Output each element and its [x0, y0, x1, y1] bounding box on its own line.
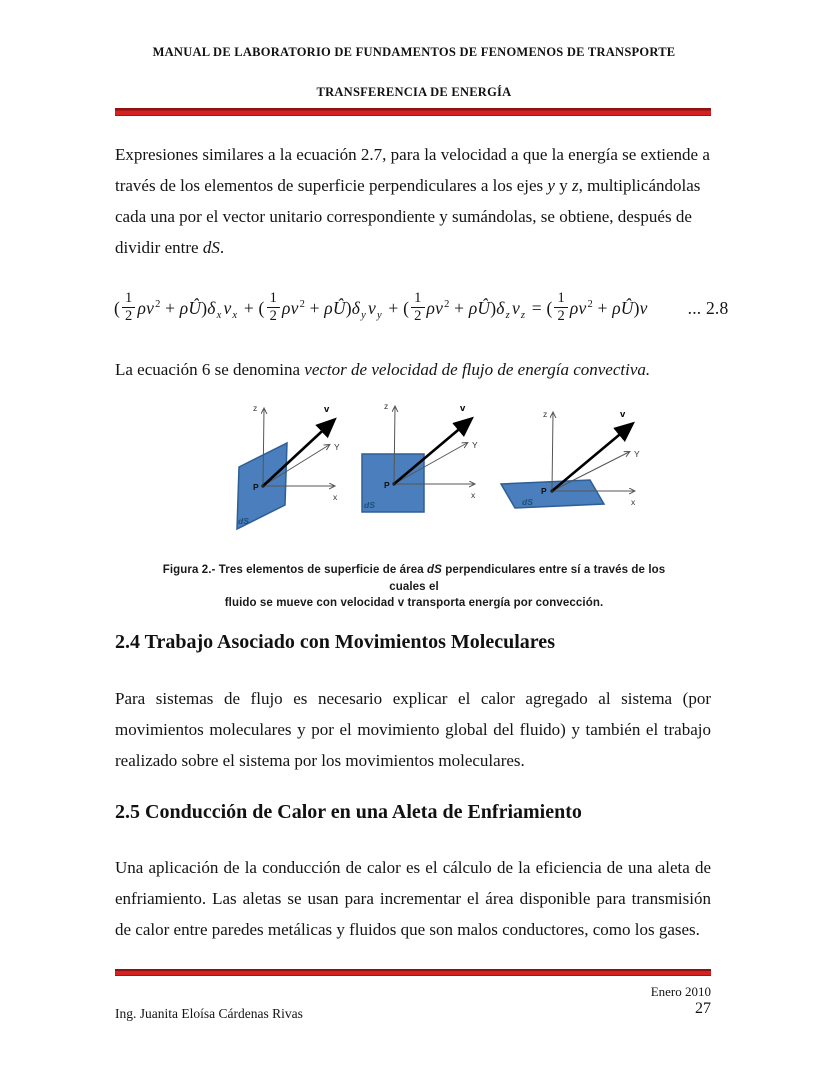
header-divider — [115, 108, 711, 116]
x-axis-label: x — [631, 497, 636, 507]
velocity-vector — [394, 420, 470, 484]
point-p-dot — [550, 489, 553, 492]
figure-2 — [222, 393, 664, 558]
diagram-plane-perpendicular-x — [354, 393, 496, 558]
section-2-4-paragraph: Para sistemas de flujo es necesario explicar el calor agregado al sistema (por movimientos moleculares y por el movimiento global del fluido) y también el trabajo realizado sobre el sistema por los movimientos moleculares. — [115, 689, 711, 770]
ds-label: dS — [238, 516, 249, 526]
section-2-4-heading: 2.4 Trabajo Asociado con Movimientos Moleculares — [115, 631, 555, 653]
point-p-label: P — [253, 482, 259, 492]
section-2-5-heading: 2.5 Conducción de Calor en una Aleta de Enfriamiento — [115, 801, 582, 823]
z-axis-label: z — [384, 401, 389, 411]
document-title: MANUAL DE LABORATORIO DE FUNDAMENTOS DE FENOMENOS DE TRANSPORTE — [152, 45, 676, 59]
footer-date: Enero 2010 — [650, 984, 711, 999]
z-axis-label: z — [543, 409, 548, 419]
velocity-label: v — [620, 409, 626, 420]
ds-label: dS — [364, 500, 375, 510]
equation-description-line: La ecuación 6 se denomina vector de velocidad de flujo de energía convectiva. — [115, 360, 651, 379]
page-number: 27 — [695, 1000, 711, 1017]
figure-2-caption: Figura 2.- Tres elementos de superficie de área dS perpendiculares entre sí a través de los cuales el fluido se mueve con velocidad v transporta energía por convección. — [162, 564, 666, 609]
diagram-plane-perpendicular-z — [496, 393, 664, 558]
point-p-dot — [261, 484, 264, 487]
point-p-dot — [392, 482, 395, 485]
z-axis-label: z — [253, 403, 258, 413]
point-p-label: P — [384, 480, 390, 490]
diagram-plane-perpendicular-y — [222, 393, 354, 558]
equation-2-8: ( $\frac{1}{2}$ $\rho v^2$ + $\rho Û)\delta_x$ $v_x$ + ( $\frac{1}{2}$ $\rho v^2$ + $\rho Û)\delta_y$ $v_y$ + ( $\frac{1}{2}$ $\rho v^2$ + $\rho Û)\delta_z$ $v_z$ = ( $\frac{1}{2}$ $\rho v^2$ + ρÛ)v ... 2.8 — [114, 290, 729, 325]
x-axis-label: x — [471, 490, 476, 500]
section-2-5-paragraph: Una aplicación de la conducción de calor es el cálculo de la eficiencia de una aleta de enfriamiento. Las aletas se usan para incrementar el área disponible para transmisión de calor entre paredes metálicas y fluidos que son malos conductores, como los gases. — [115, 858, 711, 939]
z-axis — [552, 413, 553, 491]
ds-label: dS — [522, 497, 533, 507]
velocity-label: v — [324, 404, 330, 415]
velocity-label: v — [460, 403, 466, 414]
x-axis-label: x — [333, 492, 338, 502]
footer-author: Ing. Juanita Eloísa Cárdenas Rivas — [115, 1006, 303, 1021]
y-axis-label: Y — [334, 442, 340, 452]
point-p-label: P — [541, 486, 547, 496]
y-axis-label: Y — [472, 440, 478, 450]
intro-paragraph: Expresiones similares a la ecuación 2.7, para la velocidad a que la energía se extiende a través de los elementos de superficie perpendiculares a los ejes y y z, multiplicándolas cada una por el vector unitario correspondiente y sumándolas, se obtiene, después de dividir entre dS. — [115, 145, 710, 257]
footer-divider — [115, 969, 711, 976]
chapter-title: TRANSFERENCIA DE ENERGÍA — [316, 85, 512, 99]
y-axis-label: Y — [634, 449, 640, 459]
